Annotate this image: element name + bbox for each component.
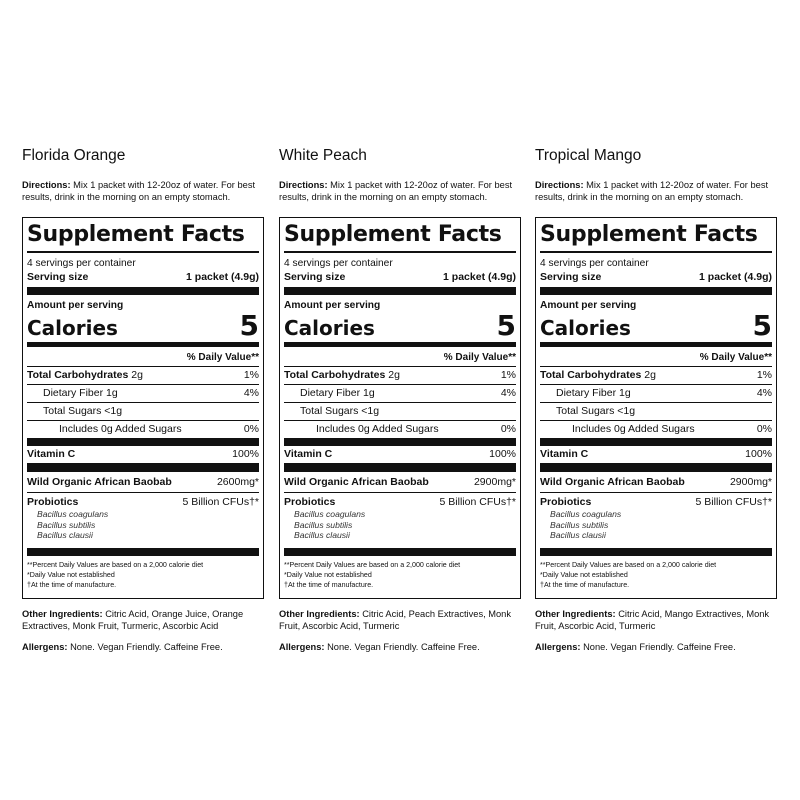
fiber-dv: 4% [243,387,259,399]
calories-row [284,309,516,342]
baobab-label: Wild Organic African Baobab [540,476,685,488]
footnote: **Percent Daily Values are based on a 2,000 calorie diet [27,561,204,569]
strain-item: Bacillus subtilis [294,519,353,530]
serving-size-label: Serving size [540,271,602,283]
strain-item: Bacillus subtilis [550,519,609,530]
strain-item: Bacillus coagulans [294,509,366,519]
daily-value-header: % Daily Value** [540,347,772,367]
allergens [535,641,785,653]
thick-divider [27,548,259,556]
calories-value: 5 [239,309,259,342]
supplement-facts-panel [22,217,264,599]
vitamin-c-label: Vitamin C [27,448,76,460]
allergens-label: Allergens: [279,642,325,652]
directions-label: Directions: [22,180,71,190]
vitamin-c-dv: 100% [489,448,516,460]
fiber-row [540,385,772,403]
added-sugars-label: Includes 0g Added Sugars [572,423,695,435]
calories-value: 5 [752,309,772,342]
flavor-title: Florida Orange [22,147,126,164]
allergens-text: None. Vegan Friendly. Caffeine Free. [327,642,480,652]
added-sugars-dv: 0% [243,423,259,435]
calories-row [27,309,259,342]
calories-label: Calories [284,316,375,340]
carbohydrates-label: Total Carbohydrates 2g [27,369,143,381]
footnote: **Percent Daily Values are based on a 2,000 calorie diet [284,561,461,569]
footnotes [284,560,516,590]
carbohydrates-label: Total Carbohydrates 2g [540,369,656,381]
directions-body: Mix 1 packet with 12-20oz of water. For best results, drink in the morning on an empty stomach. [279,180,513,202]
other-ingredients-label: Other Ingredients: [279,609,360,619]
probiotic-strains [540,509,772,541]
label-column-tropical-mango [535,146,785,653]
footnotes [540,560,772,590]
supplement-facts-title: Supplement Facts [540,222,758,247]
allergens [279,641,529,653]
fiber-row [284,385,516,403]
added-sugars-row [284,421,516,438]
calories-value: 5 [496,309,516,342]
carbohydrates-dv: 1% [243,369,259,381]
other-ingredients-label: Other Ingredients: [535,609,616,619]
directions-label: Directions: [279,180,328,190]
probiotics-value: 5 Billion CFUs†* [182,496,259,508]
carbohydrates-row [284,367,516,385]
strain-item: Bacillus clausii [550,530,606,540]
baobab-row [284,472,516,493]
supplement-facts-title: Supplement Facts [284,222,502,247]
servings-per-container: 4 servings per container [540,258,649,269]
probiotics-row [27,495,259,509]
thick-divider [27,287,259,295]
added-sugars-dv: 0% [756,423,772,435]
other-ingredients-label: Other Ingredients: [22,609,103,619]
footnote: *Daily Value not established [284,571,372,579]
supplement-facts-panel [535,217,777,599]
carbohydrates-dv: 1% [756,369,772,381]
probiotics-label: Probiotics [284,496,336,508]
thick-divider [540,464,772,472]
amount-per-serving: Amount per serving [284,300,381,311]
thick-divider [27,464,259,472]
thick-divider [284,464,516,472]
servings-per-container: 4 servings per container [284,258,393,269]
baobab-row [540,472,772,493]
thick-divider [540,548,772,556]
probiotics-row [540,495,772,509]
vitamin-c-row [284,446,516,464]
allergens-label: Allergens: [535,642,581,652]
sugars-label: Total Sugars <1g [300,405,380,417]
flavor-title: Tropical Mango [535,147,642,164]
added-sugars-label: Includes 0g Added Sugars [59,423,182,435]
added-sugars-dv: 0% [500,423,516,435]
carbohydrates-row [540,367,772,385]
divider [540,251,772,253]
strain-item: Bacillus coagulans [550,509,622,519]
carbohydrates-dv: 1% [500,369,516,381]
other-ingredients-text: Citric Acid, Orange Juice, Orange Extractives, Monk Fruit, Turmeric, Ascorbic Acid [22,609,244,631]
supplement-facts-title: Supplement Facts [27,222,245,247]
label-column-white-peach [279,146,529,653]
fiber-label: Dietary Fiber 1g [556,387,631,399]
thick-divider [284,548,516,556]
calories-label: Calories [540,316,631,340]
strain-item: Bacillus coagulans [37,509,109,519]
thick-divider [540,287,772,295]
sugars-row [27,403,259,421]
baobab-label: Wild Organic African Baobab [284,476,429,488]
fiber-label: Dietary Fiber 1g [43,387,118,399]
amount-per-serving: Amount per serving [27,300,124,311]
vitamin-c-dv: 100% [745,448,772,460]
sugars-row [540,403,772,421]
allergens [22,641,272,653]
footnote: *Daily Value not established [540,571,628,579]
supplement-facts-panel [279,217,521,599]
sugars-row [284,403,516,421]
serving-size-value: 1 packet (4.9g) [699,271,772,283]
divider [284,251,516,253]
probiotics-value: 5 Billion CFUs†* [695,496,772,508]
carbohydrates-label: Total Carbohydrates 2g [284,369,400,381]
servings-per-container: 4 servings per container [27,258,136,269]
baobab-value: 2900mg* [473,476,516,488]
serving-size-value: 1 packet (4.9g) [443,271,516,283]
footnote: †At the time of manufacture. [284,581,374,589]
label-column-florida-orange [22,146,272,653]
thick-divider [284,438,516,446]
amount-per-serving: Amount per serving [540,300,637,311]
fiber-row [27,385,259,403]
other-ingredients [22,608,272,632]
other-ingredients [535,608,785,632]
fiber-label: Dietary Fiber 1g [300,387,375,399]
vitamin-c-dv: 100% [232,448,259,460]
directions-body: Mix 1 packet with 12-20oz of water. For best results, drink in the morning on an empty stomach. [22,180,256,202]
vitamin-c-label: Vitamin C [540,448,589,460]
other-ingredients [279,608,529,632]
thick-divider [27,438,259,446]
probiotics-row [284,495,516,509]
other-ingredients-text: Citric Acid, Peach Extractives, Monk Fruit, Ascorbic Acid, Turmeric [279,609,511,631]
allergens-text: None. Vegan Friendly. Caffeine Free. [70,642,223,652]
vitamin-c-row [27,446,259,464]
directions-text [535,179,785,207]
serving-size-row [284,270,516,284]
added-sugars-label: Includes 0g Added Sugars [316,423,439,435]
vitamin-c-label: Vitamin C [284,448,333,460]
sugars-label: Total Sugars <1g [556,405,636,417]
baobab-label: Wild Organic African Baobab [27,476,172,488]
added-sugars-row [540,421,772,438]
directions-body: Mix 1 packet with 12-20oz of water. For best results, drink in the morning on an empty stomach. [535,180,769,202]
allergens-label: Allergens: [22,642,68,652]
fiber-dv: 4% [756,387,772,399]
allergens-text: None. Vegan Friendly. Caffeine Free. [583,642,736,652]
other-ingredients-text: Citric Acid, Mango Extractives, Monk Fruit, Ascorbic Acid, Turmeric [535,609,770,631]
serving-size-row [540,270,772,284]
sugars-label: Total Sugars <1g [43,405,123,417]
footnote: †At the time of manufacture. [27,581,117,589]
divider [27,251,259,253]
daily-value-header: % Daily Value** [27,347,259,367]
probiotics-value: 5 Billion CFUs†* [439,496,516,508]
vitamin-c-row [540,446,772,464]
baobab-row [27,472,259,493]
thick-divider [540,438,772,446]
directions-label: Directions: [535,180,584,190]
directions-text [279,179,529,207]
footnote: †At the time of manufacture. [540,581,630,589]
serving-size-label: Serving size [284,271,346,283]
calories-label: Calories [27,316,118,340]
thick-divider [284,287,516,295]
footnote: *Daily Value not established [27,571,115,579]
directions-text [22,179,272,207]
serving-size-row [27,270,259,284]
calories-row [540,309,772,342]
baobab-value: 2900mg* [729,476,772,488]
probiotic-strains [27,509,259,541]
baobab-value: 2600mg* [216,476,259,488]
serving-size-value: 1 packet (4.9g) [186,271,259,283]
daily-value-header: % Daily Value** [284,347,516,367]
flavor-title: White Peach [279,147,367,164]
probiotics-label: Probiotics [540,496,592,508]
strain-item: Bacillus subtilis [37,519,96,530]
probiotics-label: Probiotics [27,496,79,508]
serving-size-label: Serving size [27,271,89,283]
fiber-dv: 4% [500,387,516,399]
probiotic-strains [284,509,516,541]
strain-item: Bacillus clausii [37,530,93,540]
footnote: **Percent Daily Values are based on a 2,000 calorie diet [540,561,717,569]
added-sugars-row [27,421,259,438]
footnotes [27,560,259,590]
carbohydrates-row [27,367,259,385]
strain-item: Bacillus clausii [294,530,350,540]
